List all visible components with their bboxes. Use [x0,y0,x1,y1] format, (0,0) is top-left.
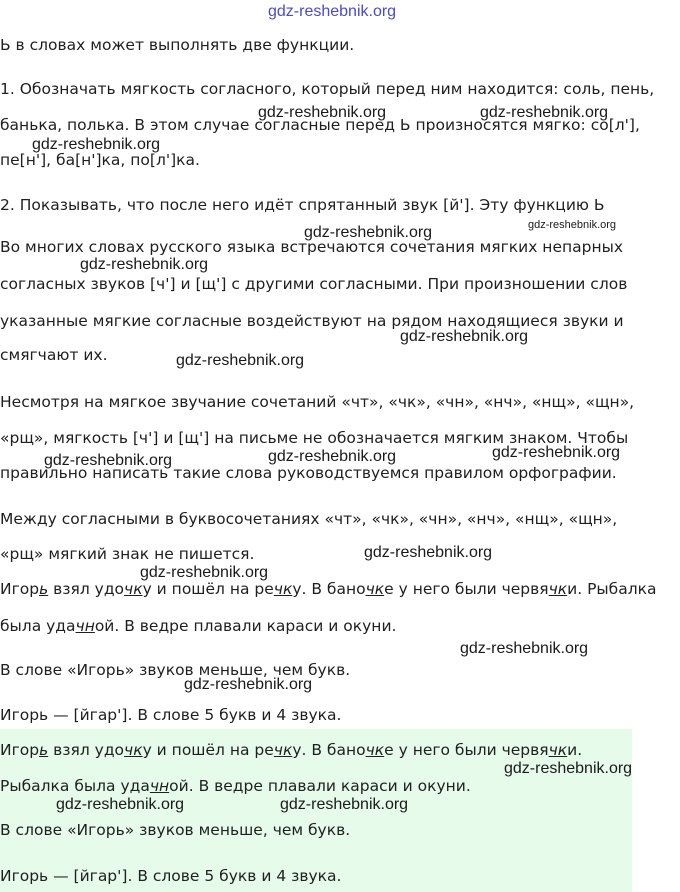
text-segment: указанные мягкие согласные воздействуют на рядом находящиеся звуки и [0,312,624,330]
text-segment: ой. В ведре плавали караси и окуни. [94,617,397,635]
text-line [0,705,341,725]
text-line [0,79,654,99]
text-line [0,345,108,365]
watermark: gdz-reshebnik.org [140,564,269,581]
text-segment: смягчают их. [0,346,108,364]
watermark: gdz-reshebnik.org [504,760,633,777]
watermark: gdz-reshebnik.org [268,3,397,20]
text-segment: е у него были червя [384,580,549,598]
text-segment: Ь в словах может выполнять две функции. [0,36,355,54]
text-segment: пе[н'], ба[н']ка, по[л']ка. [0,151,200,169]
text-segment: и. [567,741,583,759]
highlighted-letters: чк [365,580,385,598]
highlighted-letters: чк [273,741,293,759]
text-segment: 1. Обозначать мягкость согласного, который перед ним находится: соль, пень, [0,80,655,98]
text-segment: Несмотря на мягкое звучание сочетаний «чт», «чк», «чн», «нч», «нщ», «щн», [0,393,635,411]
highlighted-letters: ь [39,741,49,759]
text-segment: и. Рыбалка [567,580,657,598]
text-line [0,820,350,840]
text-segment: у. В бано [292,580,366,598]
text-segment: «рщ», мягкость [ч'] и [щ'] на письме не обозначается мягким знаком. Чтобы [0,429,629,447]
watermark: gdz-reshebnik.org [480,104,609,121]
highlighted-letters: чк [273,580,293,598]
text-segment: взял удо [48,741,125,759]
text-line [0,544,254,564]
highlighted-letters: ь [39,580,49,598]
text-segment: Игор [0,580,40,598]
watermark: gdz-reshebnik.org [80,256,209,273]
text-segment: правильно написать такие слова руководствуемся правилом орфографии. [0,464,617,482]
watermark: gdz-reshebnik.org [32,136,161,153]
text-line [0,579,656,599]
text-segment: у. В бано [292,741,366,759]
text-segment: Игор [0,741,40,759]
watermark: gdz-reshebnik.org [492,444,621,461]
text-segment: у и пошёл на ре [142,580,274,598]
text-line [0,311,624,331]
text-line [0,740,582,760]
text-segment: взял удо [48,580,125,598]
highlighted-letters: чн [75,617,95,635]
watermark: gdz-reshebnik.org [268,448,397,465]
text-segment: банька, полька. В этом случае согласные перед Ь произносятся мягко: со[л'], [0,116,640,134]
text-segment: Рыбалка была уда [0,777,150,795]
watermark: gdz-reshebnik.org [176,352,305,369]
text-line [0,35,354,55]
watermark: gdz-reshebnik.org [258,104,387,121]
text-line [0,509,617,529]
text-segment: «рщ» мягкий знак не пишется. [0,545,255,563]
text-segment: 2. Показывать, что после него идёт спрятанный звук [й']. Эту функцию Ь [0,196,605,214]
text-line [0,274,627,294]
watermark: gdz-reshebnik.org [184,676,313,693]
watermark: gdz-reshebnik.org [460,640,589,657]
text-segment: согласных звуков [ч'] и [щ'] с другими согласными. При произношении слов [0,275,628,293]
highlighted-letters: чк [124,741,143,759]
text-line [0,866,341,886]
text-segment: у и пошёл на ре [142,741,274,759]
text-segment: В слове «Игорь» звуков меньше, чем букв. [0,661,351,679]
watermark: gdz-reshebnik.org [304,224,433,241]
highlighted-letters: чк [124,580,143,598]
text-line [0,776,471,796]
text-segment: ой. В ведре плавали караси и окуни. [169,777,471,795]
highlighted-letters: чк [365,741,385,759]
text-segment: Игорь — [йгар']. В слове 5 букв и 4 звука. [0,706,342,724]
text-segment: Между согласными в буквосочетаниях «чт», «чк», «чн», «нч», «нщ», «щн», [0,510,618,528]
watermark: gdz-reshebnik.org [44,452,173,469]
text-segment: е у него были червя [384,741,549,759]
watermark: gdz-reshebnik.org [400,328,529,345]
watermark: gdz-reshebnik.org [280,796,409,813]
text-segment: была уда [0,617,76,635]
watermark: gdz-reshebnik.org [528,219,617,231]
highlighted-letters: чк [548,580,568,598]
text-line [0,195,605,215]
highlighted-letters: чн [149,777,170,795]
watermark: gdz-reshebnik.org [56,796,185,813]
text-segment: Игорь — [йгар']. В слове 5 букв и 4 звука. [0,867,342,885]
highlighted-letters: чк [548,741,568,759]
text-segment: Во многих словах русского языка встречаются сочетания мягких непарных [0,238,623,256]
text-line [0,616,396,636]
watermark: gdz-reshebnik.org [364,544,493,561]
text-segment: В слове «Игорь» звуков меньше, чем букв. [0,821,351,839]
text-line [0,392,634,412]
